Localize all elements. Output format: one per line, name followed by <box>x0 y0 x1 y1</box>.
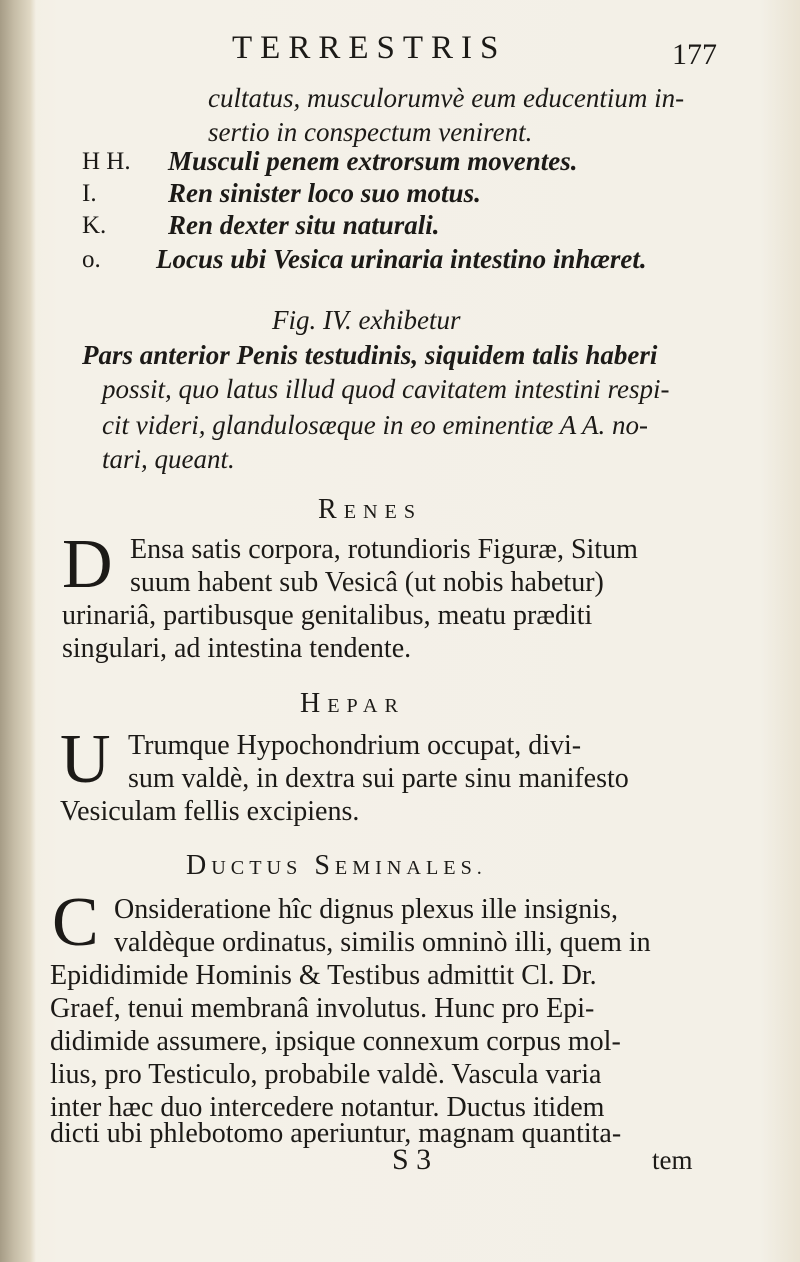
title-rest: EPAR <box>327 695 405 717</box>
legend-key: H H. <box>82 148 131 175</box>
title-cap: D <box>186 850 212 881</box>
legend-text: Ren sinister loco suo motus. <box>168 178 481 208</box>
legend-key: K. <box>82 212 107 239</box>
renes-line-1: Ensa satis corpora, rotundioris Figuræ, Situm <box>130 534 638 565</box>
ductus-line-5: didimide assumere, ipsique connexum corpus mol- <box>50 1026 621 1057</box>
ductus-line-3: Epididimide Hominis & Testibus admittit Cl. Dr. <box>50 960 597 991</box>
legend-text: Ren dexter situ naturali. <box>168 210 440 240</box>
legend-intro-line-1: cultatus, musculorumvè eum educentium in- <box>208 83 685 113</box>
hepar-line-3: Vesiculam fellis excipiens. <box>60 796 360 827</box>
catchword: tem <box>652 1145 693 1175</box>
page-binding-shadow <box>0 0 36 1262</box>
hepar-line-1: Trumque Hypochondrium occupat, divi- <box>128 730 582 761</box>
figure-text-line-3: cit videri, glandulosæque in eo eminentiæ A A. no- <box>102 410 648 440</box>
page-number: 177 <box>672 38 717 71</box>
signature-mark: S 3 <box>392 1143 432 1176</box>
dropcap-d: D <box>62 526 113 603</box>
legend-text: Musculi penem extrorsum moventes. <box>168 146 578 176</box>
dropcap-u: U <box>60 721 111 798</box>
legend-key: o. <box>82 246 101 273</box>
legend-key: I. <box>82 180 97 207</box>
ductus-line-4: Graef, tenui membranâ involutus. Hunc pro Epi- <box>50 993 595 1024</box>
legend-intro-line-2: sertio in conspectum venirent. <box>208 117 533 147</box>
title-cap: R <box>318 494 344 525</box>
title-rest: EMINALES. <box>334 857 487 879</box>
renes-line-2: suum habent sub Vesicâ (ut nobis habetur) <box>130 567 604 598</box>
ductus-line-6: lius, pro Testiculo, probabile valdè. Vascula varia <box>50 1059 602 1090</box>
title-cap: S <box>314 850 335 881</box>
title-rest: ENES <box>343 501 423 523</box>
ductus-line-1: Onsideratione hîc dignus plexus ille insignis, <box>114 894 618 925</box>
ductus-line-8: dicti ubi phlebotomo aperiuntur, magnam quantita- <box>50 1118 622 1149</box>
legend-text: Locus ubi Vesica urinaria intestino inhæret. <box>156 244 647 274</box>
figure-heading: Fig. IV. exhibetur <box>272 305 461 335</box>
section-title-ductus <box>186 850 487 882</box>
section-title-hepar <box>300 688 405 720</box>
title-rest: UCTUS <box>211 857 303 879</box>
figure-text-line-4: tari, queant. <box>102 444 235 474</box>
title-cap: H <box>300 688 328 719</box>
renes-line-4: singulari, ad intestina tendente. <box>62 633 412 664</box>
dropcap-c: C <box>52 884 99 961</box>
renes-line-3: urinariâ, partibusque genitalibus, meatu præditi <box>62 600 593 631</box>
figure-text-line-2: possit, quo latus illud quod cavitatem intestini respi- <box>102 374 670 404</box>
ductus-line-2: valdèque ordinatus, similis omninò illi, quem in <box>114 927 651 958</box>
hepar-line-2: sum valdè, in dextra sui parte sinu manifesto <box>128 763 629 794</box>
ductus-line-7: inter hæc duo intercedere notantur. Ductus itidem <box>50 1092 605 1123</box>
running-title: TERRESTRIS <box>232 30 507 66</box>
section-title-renes <box>318 494 422 526</box>
figure-text-line-1: Pars anterior Penis testudinis, siquidem talis haberi <box>82 340 658 370</box>
